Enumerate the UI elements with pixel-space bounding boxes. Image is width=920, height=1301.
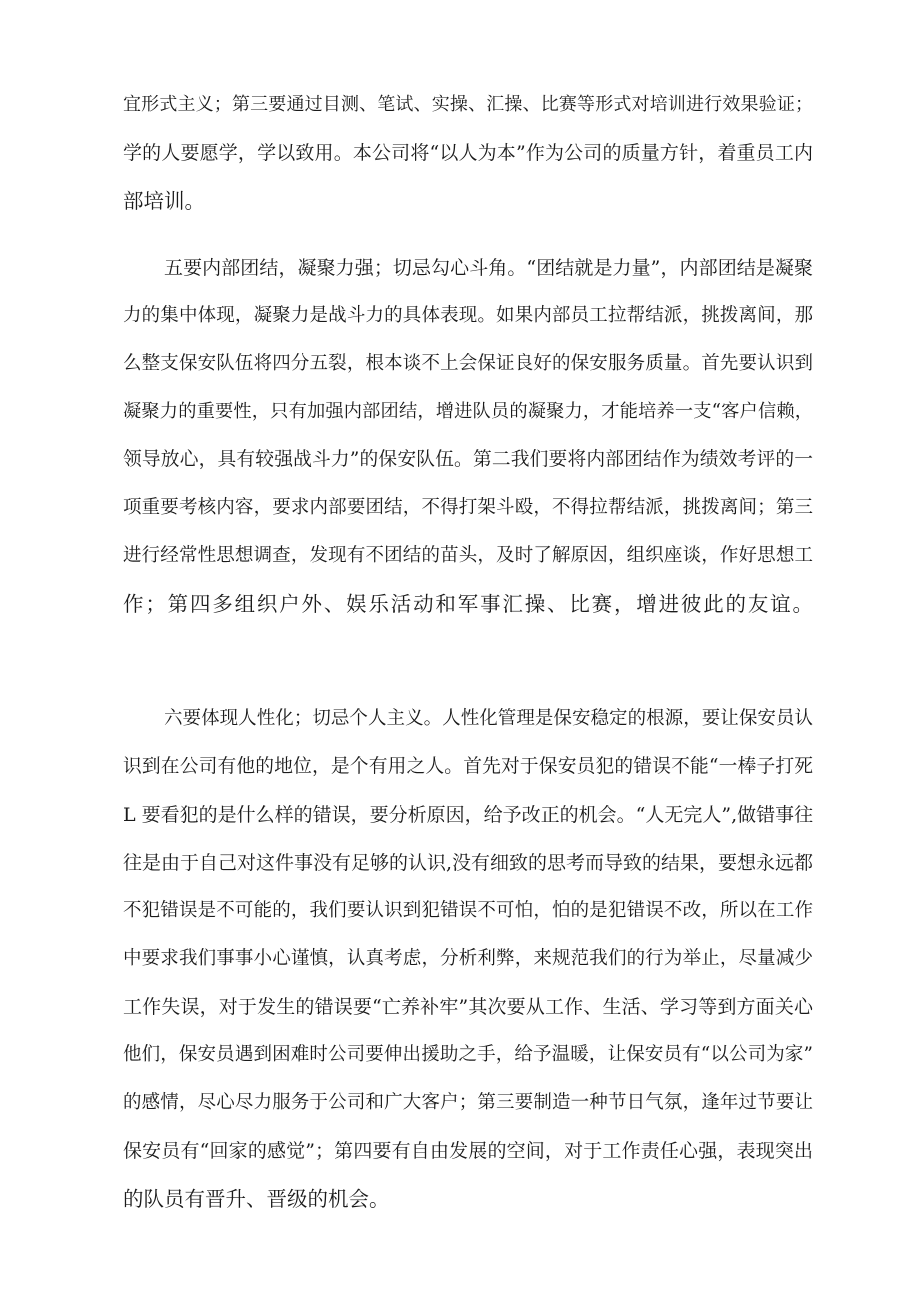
text-line: 力的集中体现，凝聚力是战斗力的具体表现。如果内部员工拉帮结派，挑拨离间，那 (123, 305, 813, 326)
text-line: 中要求我们事事小心谨慎，认真考虑，分析利弊，来规范我们的行为举止，尽量减少 (123, 948, 813, 969)
text-line: 识到在公司有他的地位，是个有用之人。首先对于保安员犯的错误不能“一棒子打死 (123, 756, 813, 777)
text-line: 学的人要愿学，学以致用。本公司将“以人为本”作为公司的质量方针，着重员工内 (123, 142, 813, 164)
text-line: 么整支保安队伍将四分五裂，根本谈不上会保证良好的保安服务质量。首先要认识到 (123, 353, 813, 374)
text-line: 凝聚力的重要性，只有加强内部团结，增进队员的凝聚力，才能培养一支“客户信赖， (123, 401, 813, 422)
text-line: 六要体现人性化；切忌个人主义。人性化管理是保安稳定的根源，要让保安员认 (164, 708, 813, 729)
text-line: 工作失误，对于发生的错误要“亡养补牢”其次要从工作、生活、学习等到方面关心 (123, 996, 813, 1018)
text-line: 他们，保安员遇到困难时公司要伸出援助之手，给予温暖，让保安员有“以公司为家” (123, 1044, 813, 1065)
text-line: 宜形式主义；第三要通过目测、笔试、实操、汇操、比赛等形式对培训进行效果验证； (123, 94, 813, 115)
text-line: 保安员有“回家的感觉”；第四要有自由发展的空间，对于工作责任心强，表现突出 (123, 1140, 813, 1162)
text-line: L 要看犯的是什么样的错误，要分析原因，给予改正的机会。“人无完人”,做错事往 (123, 804, 814, 826)
text-line: 往是由于自己对这件事没有足够的认识,没有细致的思考而导致的结果，要想永远都 (123, 852, 814, 874)
text-line: 五要内部团结，凝聚力强；切忌勾心斗角。“团结就是力量”，内部团结是凝聚 (164, 257, 813, 279)
text-line: 作；第四多组织户外、娱乐活动和军事汇操、比赛，增进彼此的友谊。 (123, 592, 813, 616)
text-line: 的队员有晋升、晋级的机会。 (123, 1187, 390, 1211)
text-line: 进行经常性思想调查，发现有不团结的苗头，及时了解原因，组织座谈，作好思想工 (123, 545, 813, 566)
text-line: 不犯错误是不可能的，我们要认识到犯错误不可怕，怕的是犯错误不改，所以在工作 (123, 900, 813, 921)
text-line: 的感情，尽心尽力服务于公司和广大客户；第三要制造一种节日气氛，逢年过节要让 (123, 1092, 813, 1113)
text-line: 项重要考核内容，要求内部要团结，不得打架斗殴，不得拉帮结派，挑拨离间；第三 (123, 497, 813, 518)
text-line: 部培训。 (123, 189, 205, 213)
text-line: 领导放心，具有较强战斗力”的保安队伍。第二我们要将内部团结作为绩效考评的一 (123, 449, 813, 470)
